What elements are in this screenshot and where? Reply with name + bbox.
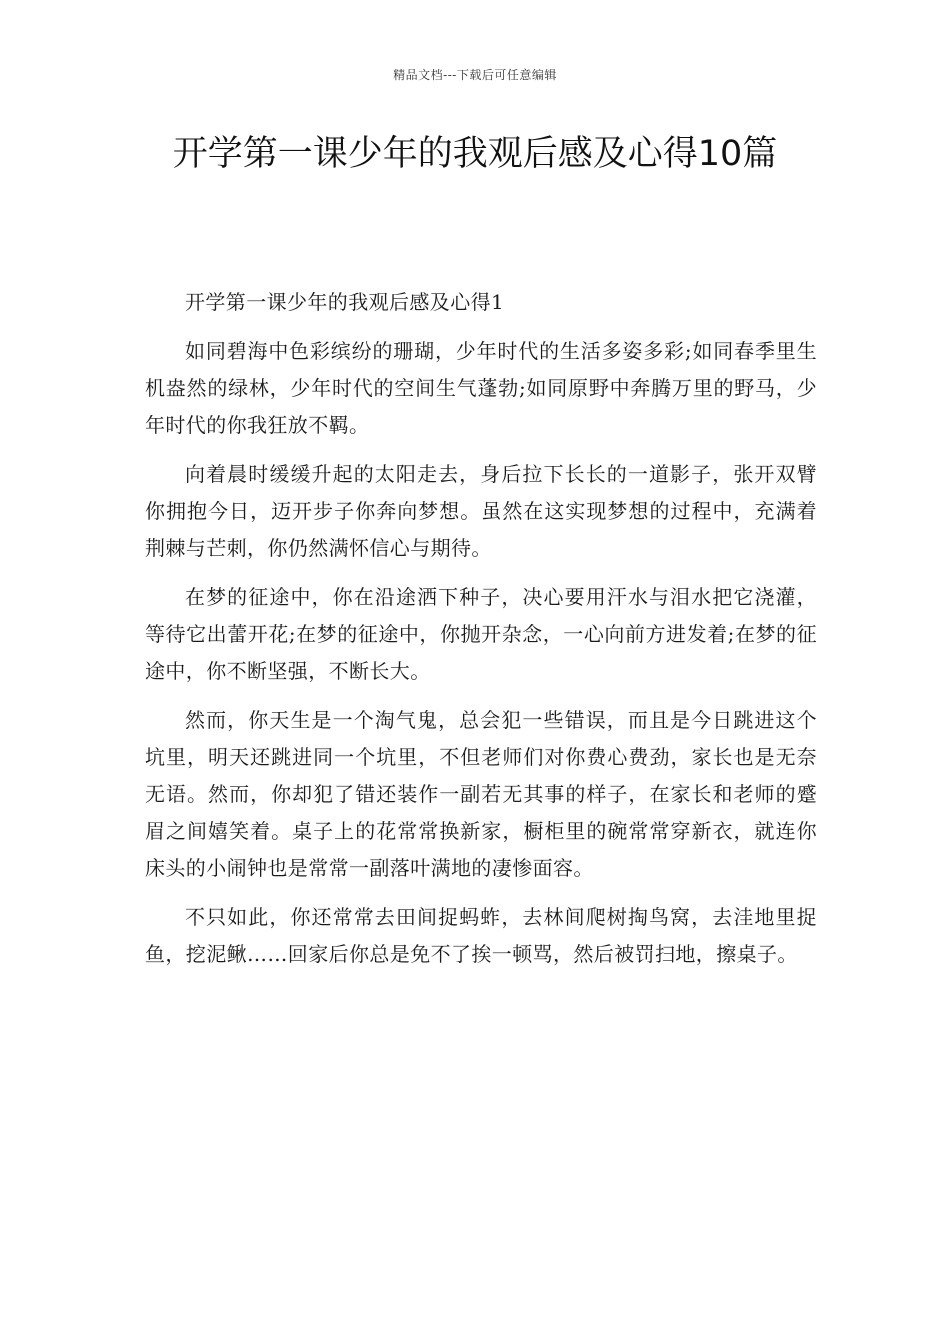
document-body xyxy=(145,284,817,985)
header-note: 精品文档---下载后可任意编辑 xyxy=(393,68,557,82)
paragraph: 然而，你天生是一个淘气鬼，总会犯一些错误，而且是今日跳进这个坑里，明天还跳进同一个坑里，不但老师们对你费心费劲，家长也是无奈无语。然而，你却犯了错还装作一副若无其事的样子，在家长和老师的蹙眉之间嬉笑着。桌子上的花常常换新家，橱柜里的碗常常穿新衣，就连你床头的小闹钟也是常常一副落叶满地的凄惨面容。 xyxy=(145,708,817,880)
paragraph: 如同碧海中色彩缤纷的珊瑚，少年时代的生活多姿多彩;如同春季里生机盎然的绿林，少年时代的空间生气蓬勃;如同原野中奔腾万里的野马，少年时代的你我狂放不羁。 xyxy=(145,339,817,437)
document-title: 开学第一课少年的我观后感及心得10篇 xyxy=(172,134,778,174)
paragraph: 在梦的征途中，你在沿途洒下种子，决心要用汗水与泪水把它浇灌，等待它出蕾开花;在梦的征途中，你抛开杂念，一心向前方进发着;在梦的征途中，你不断坚强，不断长大。 xyxy=(145,585,817,683)
paragraph: 向着晨时缓缓升起的太阳走去，身后拉下长长的一道影子，张开双臂你拥抱今日，迈开步子你奔向梦想。虽然在这实现梦想的过程中，充满着荆棘与芒刺，你仍然满怀信心与期待。 xyxy=(145,462,817,560)
paragraph: 不只如此，你还常常去田间捉蚂蚱，去林间爬树掏鸟窝，去洼地里捉鱼，挖泥鳅……回家后你总是免不了挨一顿骂，然后被罚扫地，擦桌子。 xyxy=(145,905,817,966)
section-heading: 开学第一课少年的我观后感及心得1 xyxy=(185,290,505,314)
